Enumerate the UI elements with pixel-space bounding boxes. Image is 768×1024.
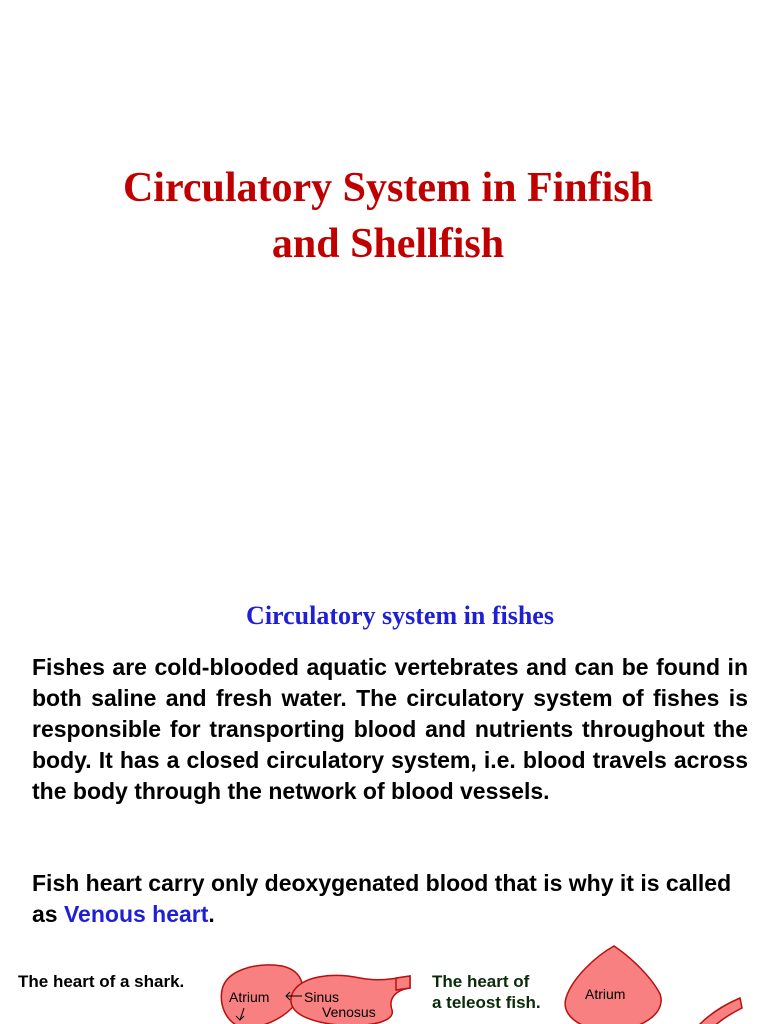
intro-paragraph: Fishes are cold-blooded aquatic vertebrates and can be found in both saline and fresh water. The circulatory system of fishes is responsible for transporting blood and nutrients throughout the body. It has a closed circulatory system, i.e. blood travels across the body through the network of blood vessels. (32, 654, 748, 804)
slide-title-line-2: and Shellfish (271, 221, 505, 267)
shark-venosus-label: Venosus (322, 1004, 376, 1020)
section-heading: Circulatory system in fishes (246, 601, 554, 630)
venous-paragraph-suffix: . (208, 901, 215, 927)
teleost-atrium-label: Atrium (585, 986, 626, 1002)
slide-title-line-1: Circulatory System in Finfish (122, 165, 654, 211)
teleost-caption-line-2: a teleost fish. (432, 993, 541, 1012)
slide-title (0, 160, 768, 272)
shark-sinus-label: Sinus (304, 989, 340, 1005)
heart-diagrams (0, 938, 768, 1024)
heart-diagram-figure (0, 938, 768, 1024)
teleost-atrium-shape (565, 946, 661, 1024)
teleost-vessel-shape (700, 998, 742, 1024)
venous-heart-paragraph (32, 868, 748, 930)
shark-atrium-label: Atrium (229, 989, 270, 1005)
teleost-heart-caption (432, 971, 541, 1013)
shark-heart-caption: The heart of a shark. (18, 972, 185, 991)
teleost-caption-line-1: The heart of (432, 972, 530, 991)
venous-heart-term: Venous heart (63, 901, 209, 927)
venous-paragraph-prefix: Fish heart carry only deoxygenated blood that is why it is called as (32, 870, 732, 927)
shark-vessel-shape (396, 976, 410, 990)
